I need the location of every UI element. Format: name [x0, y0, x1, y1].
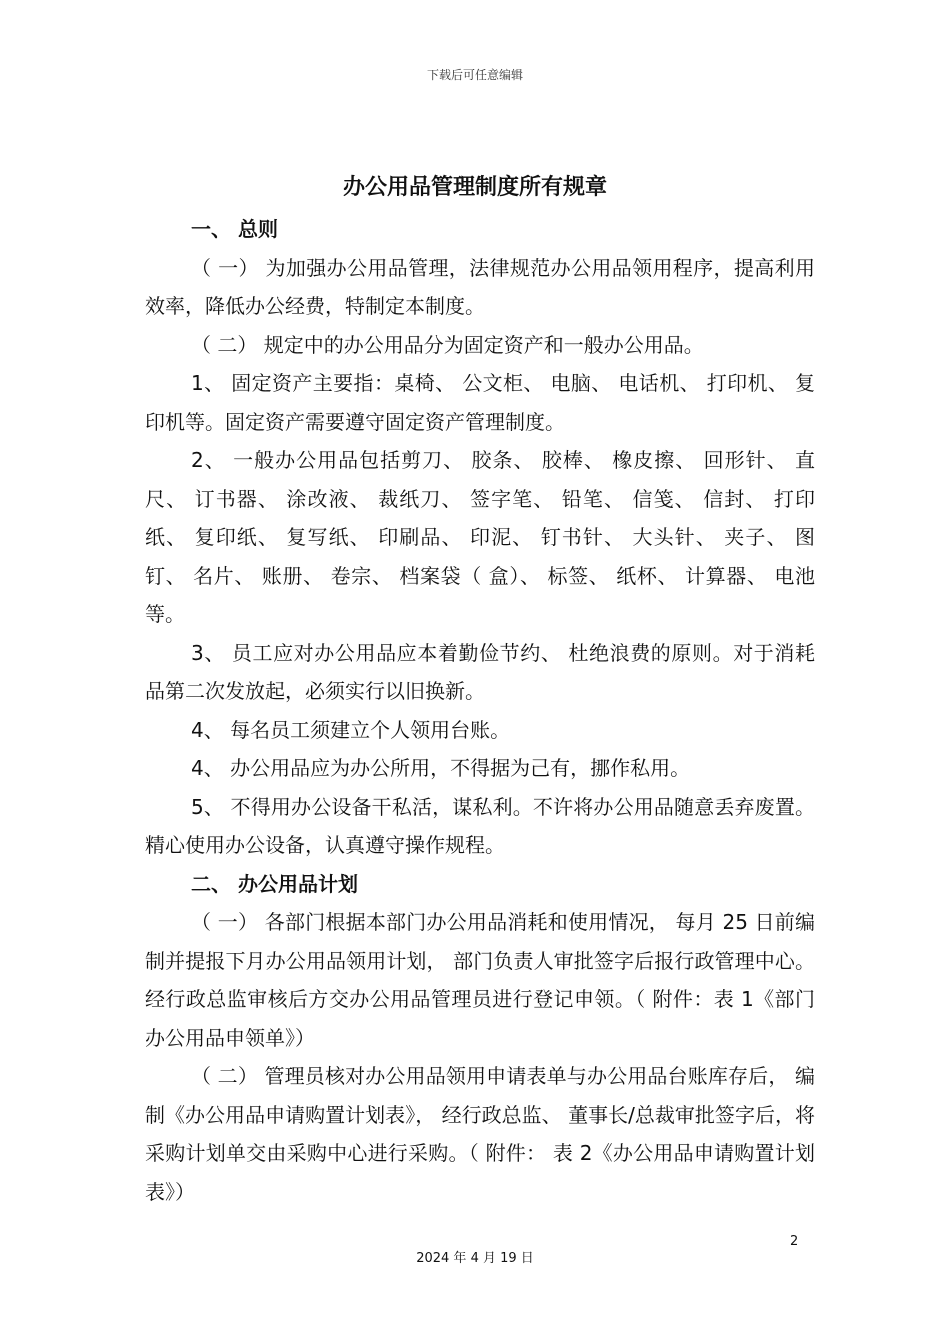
- paragraph-purpose: （ 一） 为加强办公用品管理，法律规范办公用品领用程序，提高利用效率，降低办公经费，特制定本制度。: [145, 255, 815, 318]
- section-heading-general: 一、 总则: [191, 217, 278, 241]
- paragraph-office-use: 4、 办公用品应为办公所用，不得据为己有，挪作私用。: [191, 756, 691, 780]
- paragraph-no-private-use: 5、 不得用办公设备干私活，谋私利。不许将办公用品随意丢弃废置。精心使用办公设备，认真遵守操作规程。: [145, 794, 815, 857]
- section-heading-plan: 二、 办公用品计划: [191, 871, 358, 896]
- document-body: [145, 210, 815, 1211]
- paragraph-thrift: 3、 员工应对办公用品应本着勤俭节约、 杜绝浪费的原则。对于消耗品第二次发放起，必须实行以旧换新。: [145, 640, 815, 703]
- paragraph-department-plan: （ 一） 各部门根据本部门办公用品消耗和使用情况， 每月 25 日前编制并提报下月办公用品领用计划， 部门负责人审批签字后报行政管理中心。经行政总监审核后方交办公用品管理员进行登记申领。（ 附件：表 1《部门办公用品申领单》）: [145, 910, 815, 1050]
- paragraph-fixed-assets: 1、 固定资产主要指：桌椅、 公文柜、 电脑、 电话机、 打印机、 复印机等。固定资产需要遵守固定资产管理制度。: [145, 371, 815, 434]
- paragraph-classification: （ 二） 规定中的办公用品分为固定资产和一般办公用品。: [191, 332, 704, 357]
- page-number: 2: [790, 1234, 799, 1249]
- header-note: 下载后可任意编辑: [426, 68, 523, 82]
- footer-date: 2024 年 4 月 19 日: [416, 1251, 534, 1266]
- paragraph-purchase-plan: （ 二） 管理员核对办公用品领用申请表单与办公用品台账库存后， 编制《办公用品申请购置计划表》， 经行政总监、 董事长/总裁审批签字后，将采购计划单交由采购中心进行采购。（ 附件： 表 2《办公用品申请购置计划表》）: [145, 1064, 815, 1204]
- paragraph-ledger: 4、 每名员工须建立个人领用台账。: [191, 717, 511, 742]
- document-title: 办公用品管理制度所有规章: [342, 175, 607, 200]
- paragraph-general-supplies: 2、 一般办公用品包括剪刀、 胶条、 胶棒、 橡皮擦、 回形针、 直尺、 订书器、 涂改液、 裁纸刀、 签字笔、 铅笔、 信笺、 信封、 打印纸、 复印纸、 复写纸、 印刷品、 印泥、 钉书针、 大头针、 夹子、 图钉、 名片、 账册、 卷宗、 档案袋（ 盒）、 标签、 纸杯、 计算器、 电池等。: [145, 448, 815, 626]
